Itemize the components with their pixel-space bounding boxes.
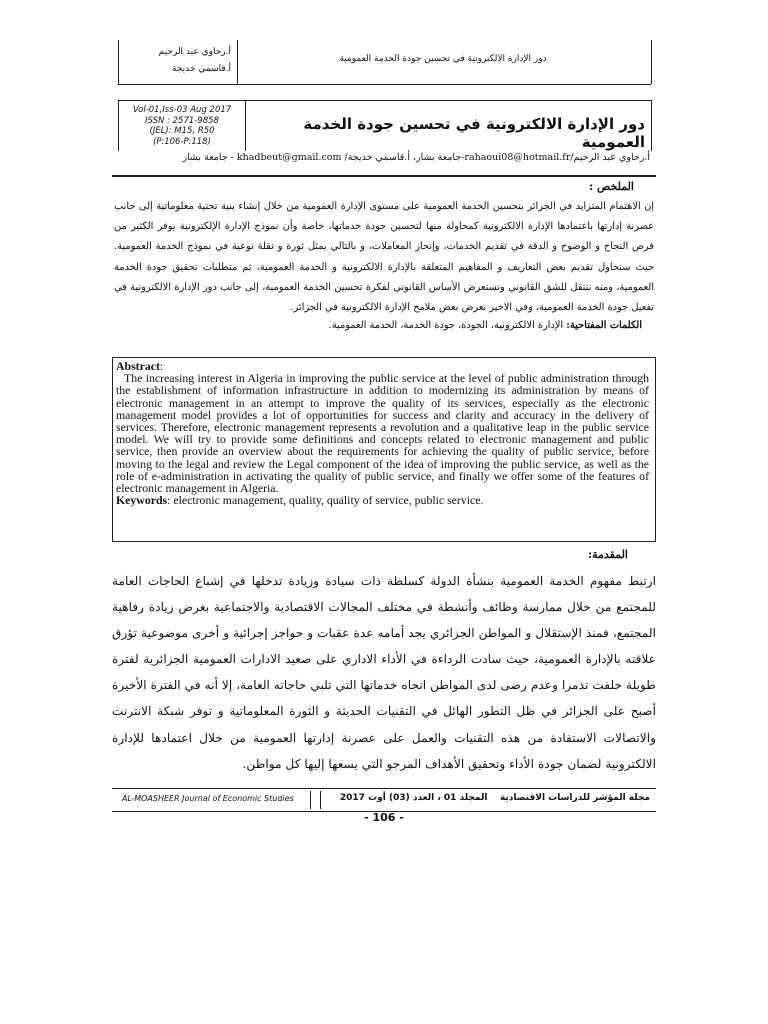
arabic-keywords-text: الإدارة الالكترونية، الجودة، جودة الخدمة، الخدمة العمومية. bbox=[328, 320, 564, 332]
affiliation-rule bbox=[112, 175, 656, 177]
english-keywords bbox=[116, 494, 649, 506]
journal-meta bbox=[123, 105, 241, 147]
introduction-body: ارتبط مفهوم الخدمة العمومية بنشأة الدولة كسلطة ذات سيادة وزيادة تدخلها في إشباع الحاجات العامة للمجتمع من خلال ممارسة وظائف وأنشطة في مختلف المجالات الاقتصادية والاجتماعية بغرض زيادة رفاهية المجتمع، فمنذ الإستقلال و المواطن الجزائري يجد أمامه عدة عقبات و حواجز إجرائية و أخرى موضوعية تؤرق علاقته بالإدارة العمومية، حيث سادت الرداءة في الأداء الاداري على صعيد الادارات العمومية الجزائرية لفترة طويلة خلفت تذمرا وعدم رضى لدى المواطن اتجاه خدماتها التي تلبي حاجاته العامة، إلا أنه في الفترة الأخيرة أصبح على الجزائر في ظل التطور الهائل في التقنيات الحديثة و الثورة المعلوماتية و توفر شبكة الانترنت والاتصالات الاستفادة من هذه التقنيات والعمل على عصرنة إدارتها العمومية من خلال اعتمادها للإدارة الالكترونية لضمان جودة الأداء وتحقيق الأهداف المرجو التي يسعها إليها كل مواطن. bbox=[112, 574, 656, 771]
arabic-abstract-body: إن الاهتمام المتزايد في الجزائر بتحسين الخدمة العمومية على مستوى الإدارة العمومية من خلال إنشاء بنية تحتية معلوماتية إلى جانب عصرنة إدارتها باعتمادها الإدارة الالكترونية كمحاولة منها لتحسين جودة خدماتها، خاصة وأن نموذج الإدارة الإلكترونية يوفر الكثير من فرص النجاح و الوضوح و الدقة في تقديم الخدمات، وإنجاز المعاملات، و بالتالي يمثل ثورة و نقلة نوعية في نموذج الخدمة العمومية. حيث سنحاول تقديم بعض التعاريف و المفاهيم المتعلقة بالإدارة الالكترونية و الخدمة العمومية، ثم متطلبات تحقيق جودة الخدمة العمومية، ومنه ننتقل للشق القانوني ونستعرض الأساس القانوني لفكرة تحسين الخدمة العمومية، إلى جانب دور الإدارة الالكترونية في تفعيل جودة الخدمة العمومية، وفي الاخير نعرض بعض ملامح الإدارة الالكترونية في الجزائر. bbox=[114, 201, 654, 314]
introduction-heading bbox=[112, 548, 656, 561]
meta-jel: (JEL): M15, R50 bbox=[149, 126, 215, 136]
header-divider bbox=[237, 40, 238, 84]
meta-issn: ISSN : 2571-9858 bbox=[145, 115, 219, 126]
arabic-abstract bbox=[112, 180, 656, 334]
arabic-keywords bbox=[112, 318, 642, 334]
english-abstract-label: Abstract bbox=[116, 359, 160, 373]
footer-journal-ar bbox=[326, 793, 650, 803]
footer-issue: المجلد 01 ، العدد (03) أوت 2017 bbox=[339, 793, 488, 803]
meta-volume: Vol-01,Iss-03 Aug 2017 bbox=[132, 105, 232, 115]
footer-divider-1 bbox=[310, 791, 311, 809]
header-rule bbox=[118, 84, 651, 85]
paper-title: دور الإدارة الالكترونية في تحسين جودة الخدمة العمومية bbox=[303, 115, 645, 151]
footer-journal-en: AL-MOASHEER Journal of Economic Studies bbox=[122, 794, 294, 803]
arabic-keywords-label: الكلمات المفتاحية: bbox=[566, 320, 642, 332]
english-keywords-text: : electronic management, quality, quality of service, public service. bbox=[167, 493, 484, 508]
header-author-1: أ.رحاوي عبد الرحيم bbox=[158, 47, 231, 57]
author-affiliation: أ.رحاوي عبد الرحيم/rahaoui08@hotmail.fr-جامعة بشار، أ.قاسمي خديجة/ khadbeut@gmail.com - جامعة بشار bbox=[182, 152, 650, 163]
english-abstract-body: The increasing interest in Algeria in improving the public service at the level of public administration through the establishment of information infrastructure in addition to modernizing its administration by means of electronic management in an attempt to improve the quality of its services, especially as the electronic management model provides a lot of opportunities for success and clarity and accuracy in the delivery of services. Therefore, electronic management represents a revolution and a qualitative leap in the public service model. We will try to provide some definitions and concepts related to electronic management and public service, then provide an overview about the requirements for achieving the quality of public service, before moving to the legal and review the Legal component of the idea of improving the public service, as well as the role of e-administration in activating the quality of public service, and finally we offer some of the features of electronic management in Algeria. bbox=[116, 371, 649, 496]
page-footer bbox=[112, 788, 656, 812]
footer-divider-2 bbox=[320, 791, 321, 809]
footer-journal-ar-name: مجلة المؤشر للدراسات الاقتصادية bbox=[499, 793, 650, 803]
header-author-2: أ.قاسمي خديجة bbox=[172, 64, 231, 74]
header-authors bbox=[127, 44, 231, 78]
title-box bbox=[118, 100, 652, 151]
running-title: دور الإدارة الالكترونية في تحسين جودة الخدمة العمومية bbox=[339, 54, 547, 64]
english-abstract: Abstract: The increasing interest in Algeria in improving the public service at the level of public administration through the establishment of information infrastructure in addition to modernizing its administration by means of electronic management in an attempt to improve the quality of its services, especially as the electronic management model provides a lot of opportunities for success and clarity and accuracy in the delivery of services. Therefore, electronic management represents a revolution and a qualitative leap in the public service model. We will try to provide some definitions and concepts related to electronic management and public service, then provide an overview about the requirements for achieving the quality of public service, before moving to the legal and review the Legal component of the idea of improving the public service, as well as the role of e-administration in activating the quality of public service, and finally we offer some of the features of electronic management in Algeria. Keywords: electronic management, quality, quality of service, public service. bbox=[112, 358, 656, 542]
english-keywords-label: Keywords bbox=[116, 493, 168, 508]
meta-pages: (P:106-P:118) bbox=[153, 136, 211, 147]
arabic-abstract-label: الملخص : bbox=[589, 180, 634, 193]
page-number: - 106 - bbox=[364, 811, 404, 824]
running-header bbox=[118, 40, 652, 84]
title-divider bbox=[245, 101, 246, 151]
introduction-heading-text: المقدمة: bbox=[588, 548, 628, 561]
